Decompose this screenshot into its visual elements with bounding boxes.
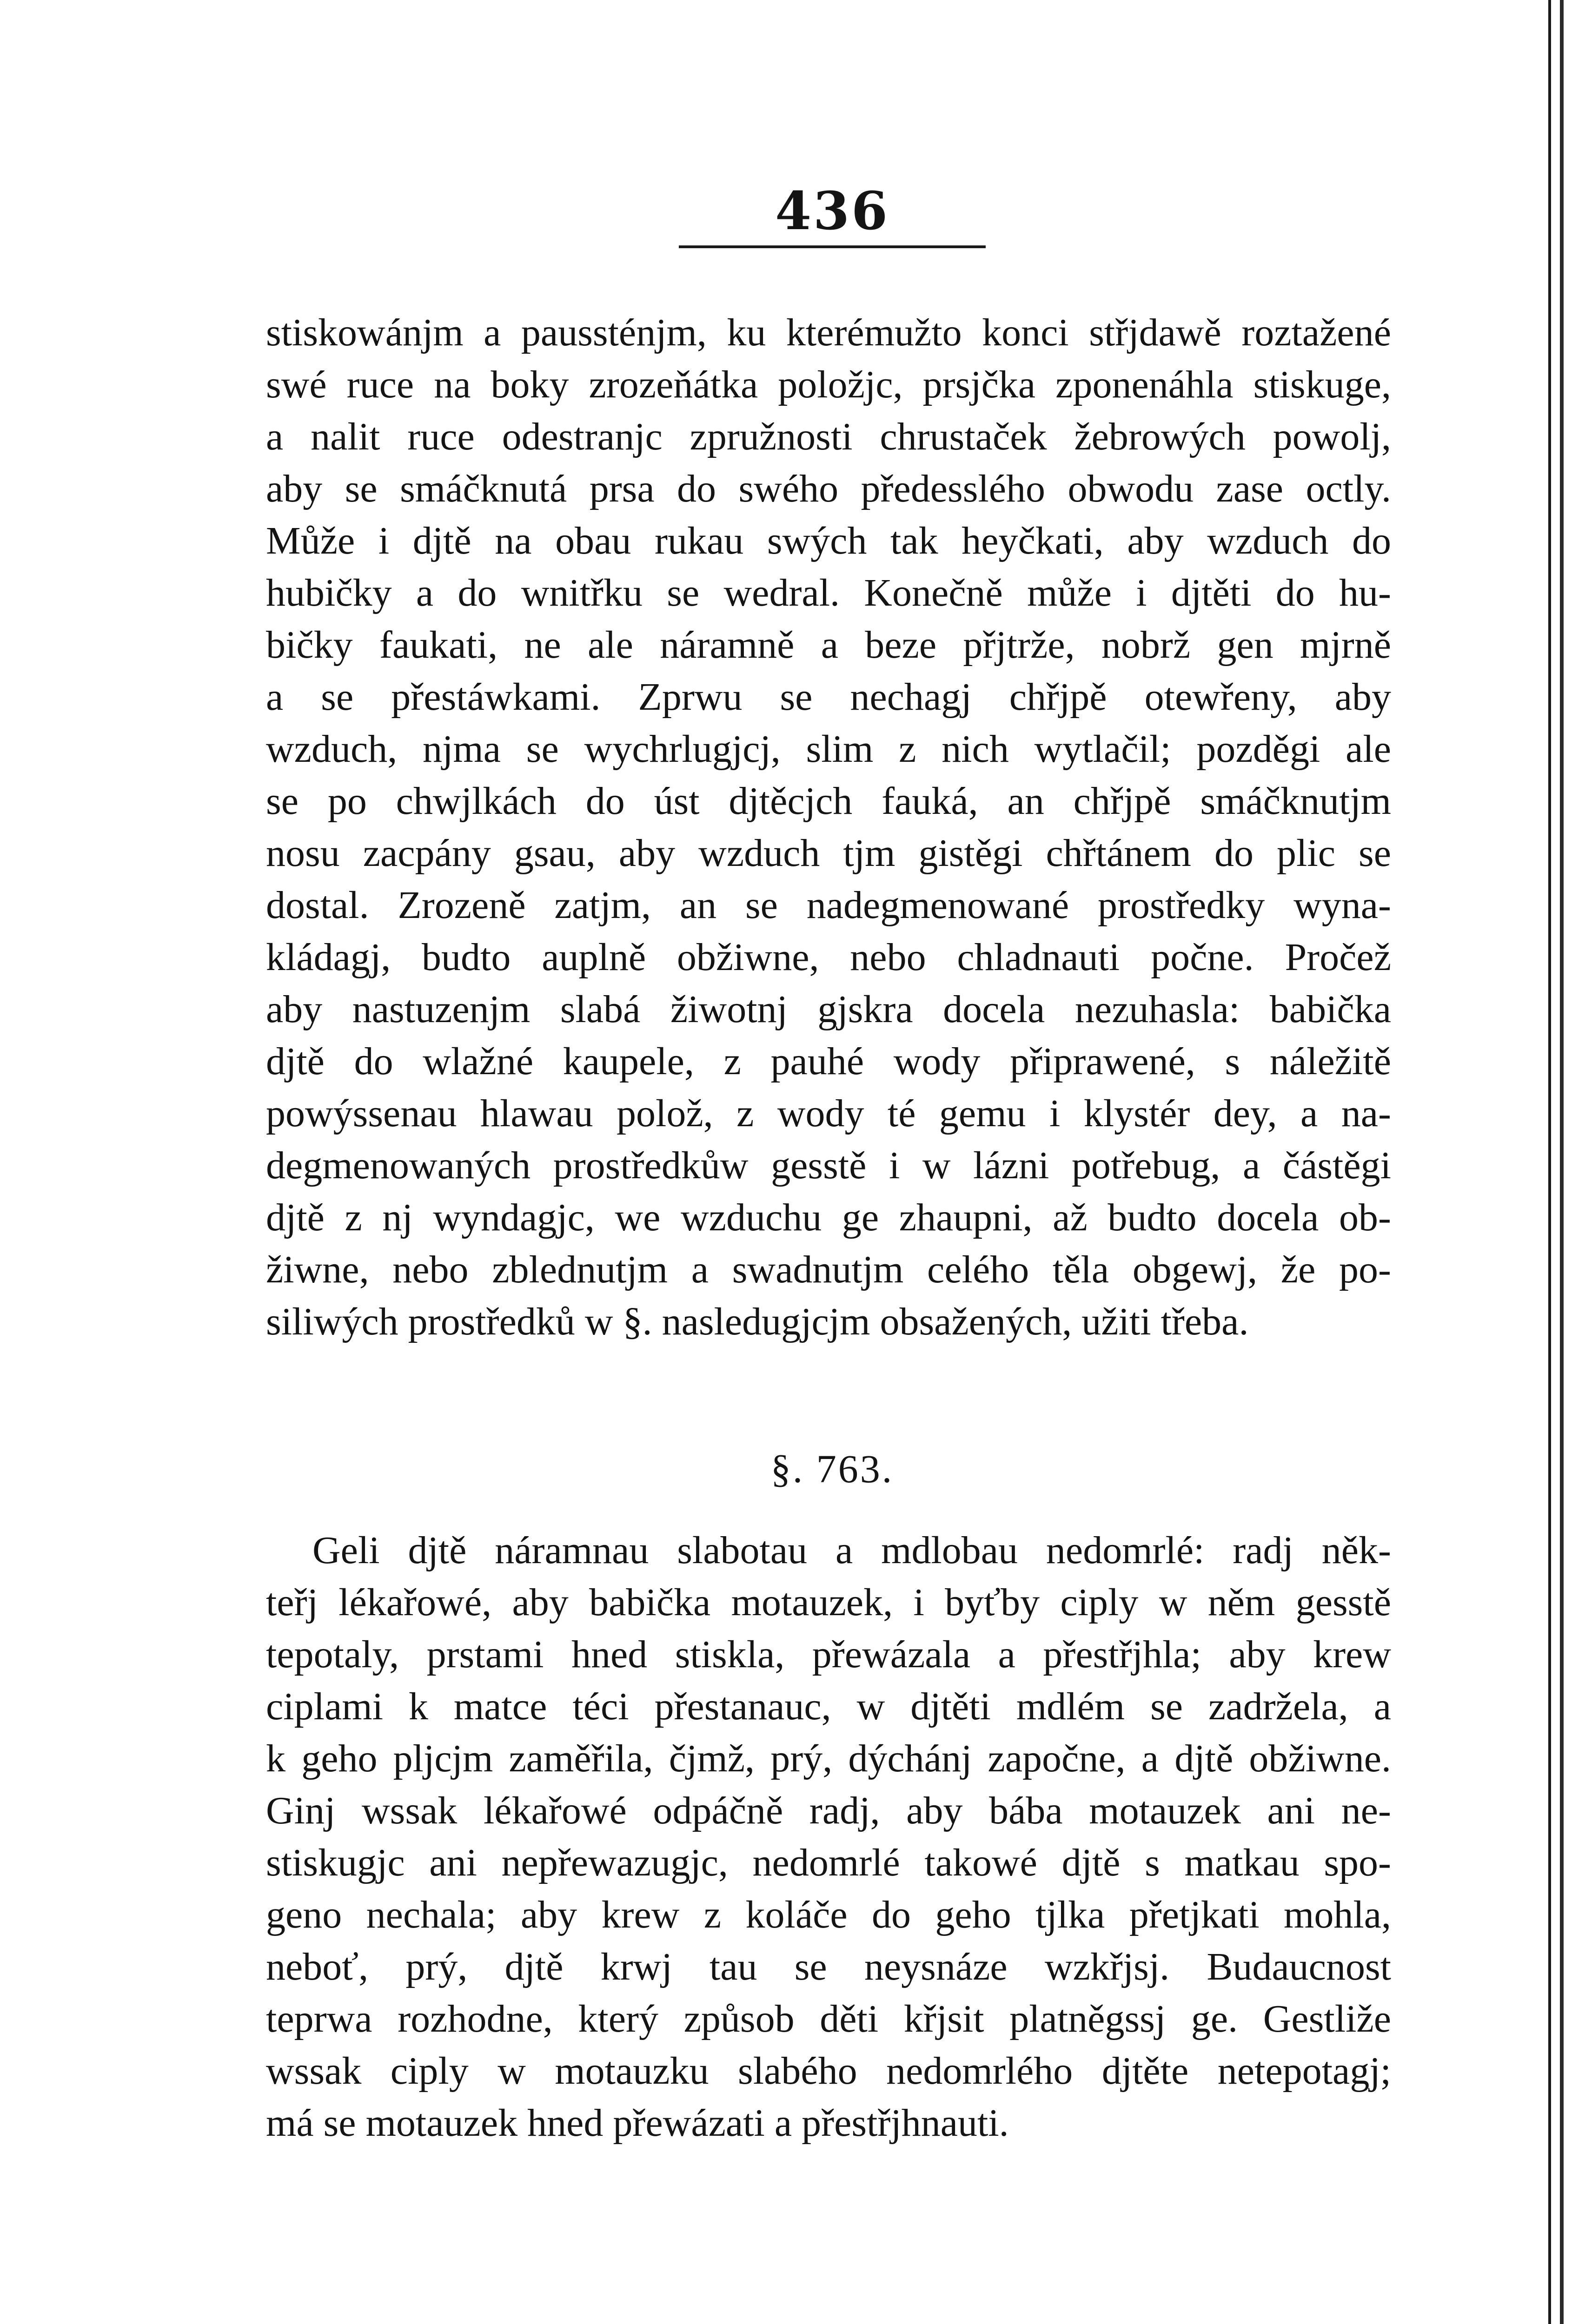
page-edge-line	[1548, 0, 1551, 2324]
text-line: dostal. Zrozeně zatjm, an se nadegmenowané prostředky wyna-	[266, 884, 1391, 927]
text-line: powýssenau hlawau polož, z wody té gemu i klystér dey, a na-	[266, 1092, 1391, 1135]
text-line: hubičky a do wnitřku se wedral. Konečně může i djtěti do hu-	[266, 571, 1391, 614]
paragraph-2	[266, 1525, 1391, 2149]
text-line: siliwých prostředků w §. nasledugjcjm obsažených, užiti třeba.	[266, 1300, 1249, 1343]
text-line: teřj lékařowé, aby babička motauzek, i byťby ciply w něm gesstě	[266, 1581, 1391, 1624]
text-line: stiskowánjm a paussténjm, ku kterémužto konci střjdawě roztažené	[266, 311, 1391, 354]
text-line: nosu zacpány gsau, aby wzduch tjm gistěgi chřtánem do plic se	[266, 832, 1391, 875]
text-line: teprwa rozhodne, který způsob děti křjsit platněgssj ge. Gestliže	[266, 1997, 1391, 2040]
text-line: žiwne, nebo zblednutjm a swadnutjm celého těla obgewj, že po-	[266, 1248, 1391, 1291]
page-number-rule	[679, 245, 986, 248]
text-line: djtě z nj wyndagjc, we wzduchu ge zhaupni, až budto docela ob-	[266, 1196, 1391, 1239]
text-line: neboť, prý, djtě krwj tau se neysnáze wzkřjsj. Budaucnost	[266, 1945, 1391, 1988]
text-line: aby nastuzenjm slabá žiwotnj gjskra docela nezuhasla: babička	[266, 988, 1391, 1031]
text-line: bičky faukati, ne ale náramně a beze přjtrže, nobrž gen mjrně	[266, 623, 1391, 667]
page-number: 436	[775, 181, 889, 242]
text-line: k geho pljcjm zaměřila, čjmž, prý, dýchánj započne, a djtě obžiwne.	[266, 1737, 1391, 1780]
text-line: djtě do wlažné kaupele, z pauhé wody připrawené, s náležitě	[266, 1040, 1391, 1083]
text-line: Může i djtě na obau rukau swých tak heyčkati, aby wzduch do	[266, 519, 1391, 562]
text-line: geno nechala; aby krew z koláče do geho tjlka přetjkati mohla,	[266, 1893, 1391, 1936]
text-line: wssak ciply w motauzku slabého nedomrlého djtěte netepotagj;	[266, 2049, 1391, 2093]
text-line: stiskugjc ani nepřewazugjc, nedomrlé takowé djtě s matkau spo-	[266, 1841, 1391, 1884]
text-line: se po chwjlkách do úst djtěcjch fauká, an chřjpě smáčknutjm	[266, 779, 1391, 823]
section-heading: §. 763.	[770, 1446, 894, 1491]
text-line: a nalit ruce odestranjc zpružnosti chrustaček žebrowých powolj,	[266, 415, 1391, 458]
text-line: a se přestáwkami. Zprwu se nechagj chřjpě otewřeny, aby	[266, 675, 1391, 719]
text-line: ciplami k matce téci přestanauc, w djtěti mdlém se zadržela, a	[266, 1685, 1391, 1728]
page-edge-shadow	[1560, 0, 1564, 2324]
text-line: Ginj wssak lékařowé odpáčně radj, aby bába motauzek ani ne-	[266, 1789, 1391, 1832]
text-line: aby se smáčknutá prsa do swého předesslého obwodu zase octly.	[266, 467, 1391, 510]
text-line: kládagj, budto auplně obžiwne, nebo chladnauti počne. Pročež	[266, 936, 1391, 979]
text-line: swé ruce na boky zrozeňátka položjc, prsjčka zponenáhla stiskuge,	[266, 363, 1391, 406]
text-line: má se motauzek hned přewázati a přestřjhnauti.	[266, 2101, 1009, 2145]
text-line: tepotaly, prstami hned stiskla, přewázala a přestřjhla; aby krew	[266, 1633, 1391, 1676]
text-line: wzduch, njma se wychrlugjcj, slim z nich wytlačil; pozděgi ale	[266, 727, 1391, 771]
text-line: Geli djtě náramnau slabotau a mdlobau nedomrlé: radj něk-	[312, 1529, 1391, 1572]
paragraph-1	[266, 307, 1391, 1348]
text-line: degmenowaných prostředkůw gesstě i w lázni potřebug, a částěgi	[266, 1144, 1391, 1187]
